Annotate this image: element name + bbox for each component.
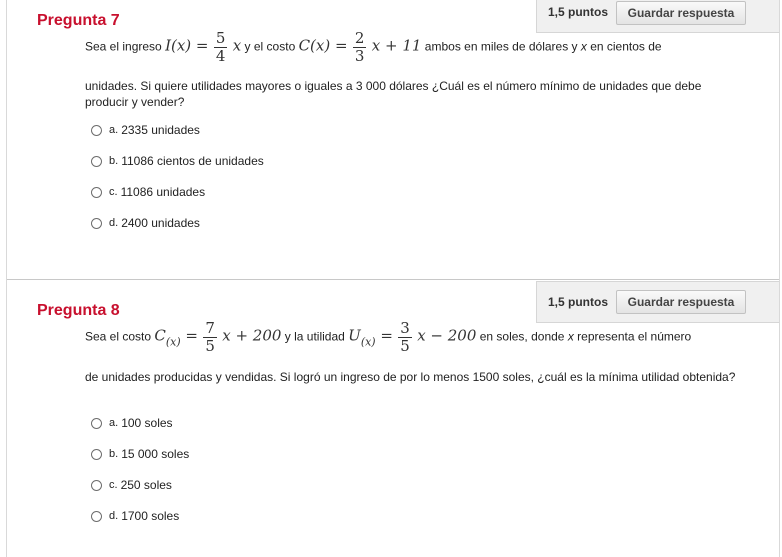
cost-fraction (203, 320, 217, 355)
fraction-denominator: 4 (215, 47, 226, 65)
utility-fraction (398, 320, 412, 355)
fraction-numerator: 2 (354, 29, 365, 47)
grade-box (536, 281, 779, 323)
cost-function-rhs: x + 11 (371, 36, 422, 55)
radio-button[interactable] (91, 218, 102, 229)
income-fraction (214, 30, 228, 65)
fraction-denominator: 3 (354, 47, 365, 65)
answer-option-c[interactable] (91, 477, 172, 493)
save-answer-button[interactable]: Guardar respuesta (616, 1, 746, 25)
points-label: 1,5 puntos (548, 295, 609, 309)
utility-function-rhs: x − 200 (417, 326, 477, 345)
answer-option-d[interactable] (91, 215, 200, 231)
answer-option-d[interactable] (91, 508, 179, 524)
fraction-numerator: 7 (205, 319, 215, 337)
option-text: 11086 cientos de unidades (121, 154, 264, 168)
question-divider (7, 279, 779, 280)
equals-sign: = (375, 326, 393, 345)
fraction-denominator: 5 (400, 337, 410, 355)
stem-text: Sea el costo (85, 329, 155, 344)
income-function-rhs: x (232, 36, 242, 55)
question-title: Pregunta 8 (37, 302, 120, 319)
option-text: 15 000 soles (121, 447, 190, 461)
stem-text: en cientos de (586, 39, 662, 54)
cost-function-lhs: C(x) = (298, 36, 348, 55)
stem-text: y el costo (244, 39, 299, 54)
option-letter: a. (109, 417, 119, 429)
stem-text: ambos en miles de dólares y (424, 39, 581, 54)
radio-button[interactable] (91, 480, 102, 491)
option-letter: b. (109, 155, 119, 167)
right-border (779, 0, 780, 557)
radio-button[interactable] (91, 156, 102, 167)
option-letter: d. (109, 510, 119, 522)
cost-function-subscript: (x) (165, 335, 181, 349)
cost-function-rhs: x + 200 (222, 326, 282, 345)
fraction-numerator: 3 (400, 319, 410, 337)
answer-option-b[interactable] (91, 446, 189, 462)
stem-text: y la utilidad (284, 329, 349, 344)
question-7 (7, 0, 779, 278)
income-function-lhs: I(x) = (165, 36, 209, 55)
fraction-denominator: 5 (205, 337, 215, 355)
save-answer-button[interactable]: Guardar respuesta (616, 290, 746, 314)
fraction-numerator: 5 (215, 29, 226, 47)
option-text: 100 soles (121, 416, 173, 430)
answer-option-b[interactable] (91, 153, 264, 169)
question-stem-line2: unidades. Si quiere utilidades mayores o iguales a 3 000 dólares ¿Cuál es el número mínimo de unidades que debe producir y vender? (85, 79, 702, 109)
answer-option-c[interactable] (91, 184, 205, 200)
cost-fraction (353, 30, 367, 65)
question-8 (7, 281, 779, 557)
option-text: 250 soles (120, 478, 172, 492)
stem-text: representa el número (573, 329, 692, 344)
utility-function-lhs: U (348, 326, 361, 345)
question-stem-line1 (85, 30, 662, 65)
utility-function-subscript: (x) (360, 335, 376, 349)
equals-sign: = (180, 326, 198, 345)
cost-function-lhs: C (154, 326, 166, 345)
radio-button[interactable] (91, 449, 102, 460)
stem-text: Sea el ingreso (85, 39, 166, 54)
answer-option-a[interactable] (91, 415, 173, 431)
stem-text: en soles, donde (479, 329, 568, 344)
question-stem-line1 (85, 320, 691, 355)
option-letter: a. (109, 124, 119, 136)
radio-button[interactable] (91, 511, 102, 522)
radio-button[interactable] (91, 125, 102, 136)
stem-variable: x (580, 39, 587, 54)
question-title: Pregunta 7 (37, 12, 120, 29)
option-text: 2335 unidades (121, 123, 200, 137)
grade-box (536, 0, 779, 33)
points-label: 1,5 puntos (548, 5, 609, 19)
radio-button[interactable] (91, 418, 102, 429)
option-letter: c. (109, 479, 118, 491)
option-text: 2400 unidades (121, 216, 200, 230)
question-stem-line2: de unidades producidas y vendidas. Si logró un ingreso de por lo menos 1500 soles, ¿cuál es la mínima utilidad obtenida? (85, 370, 736, 384)
stem-variable: x (567, 329, 574, 344)
option-letter: c. (109, 186, 118, 198)
radio-button[interactable] (91, 187, 102, 198)
option-text: 1700 soles (121, 509, 180, 523)
option-text: 11086 unidades (120, 185, 206, 199)
option-letter: b. (109, 448, 119, 460)
option-letter: d. (109, 217, 119, 229)
answer-option-a[interactable] (91, 122, 200, 138)
